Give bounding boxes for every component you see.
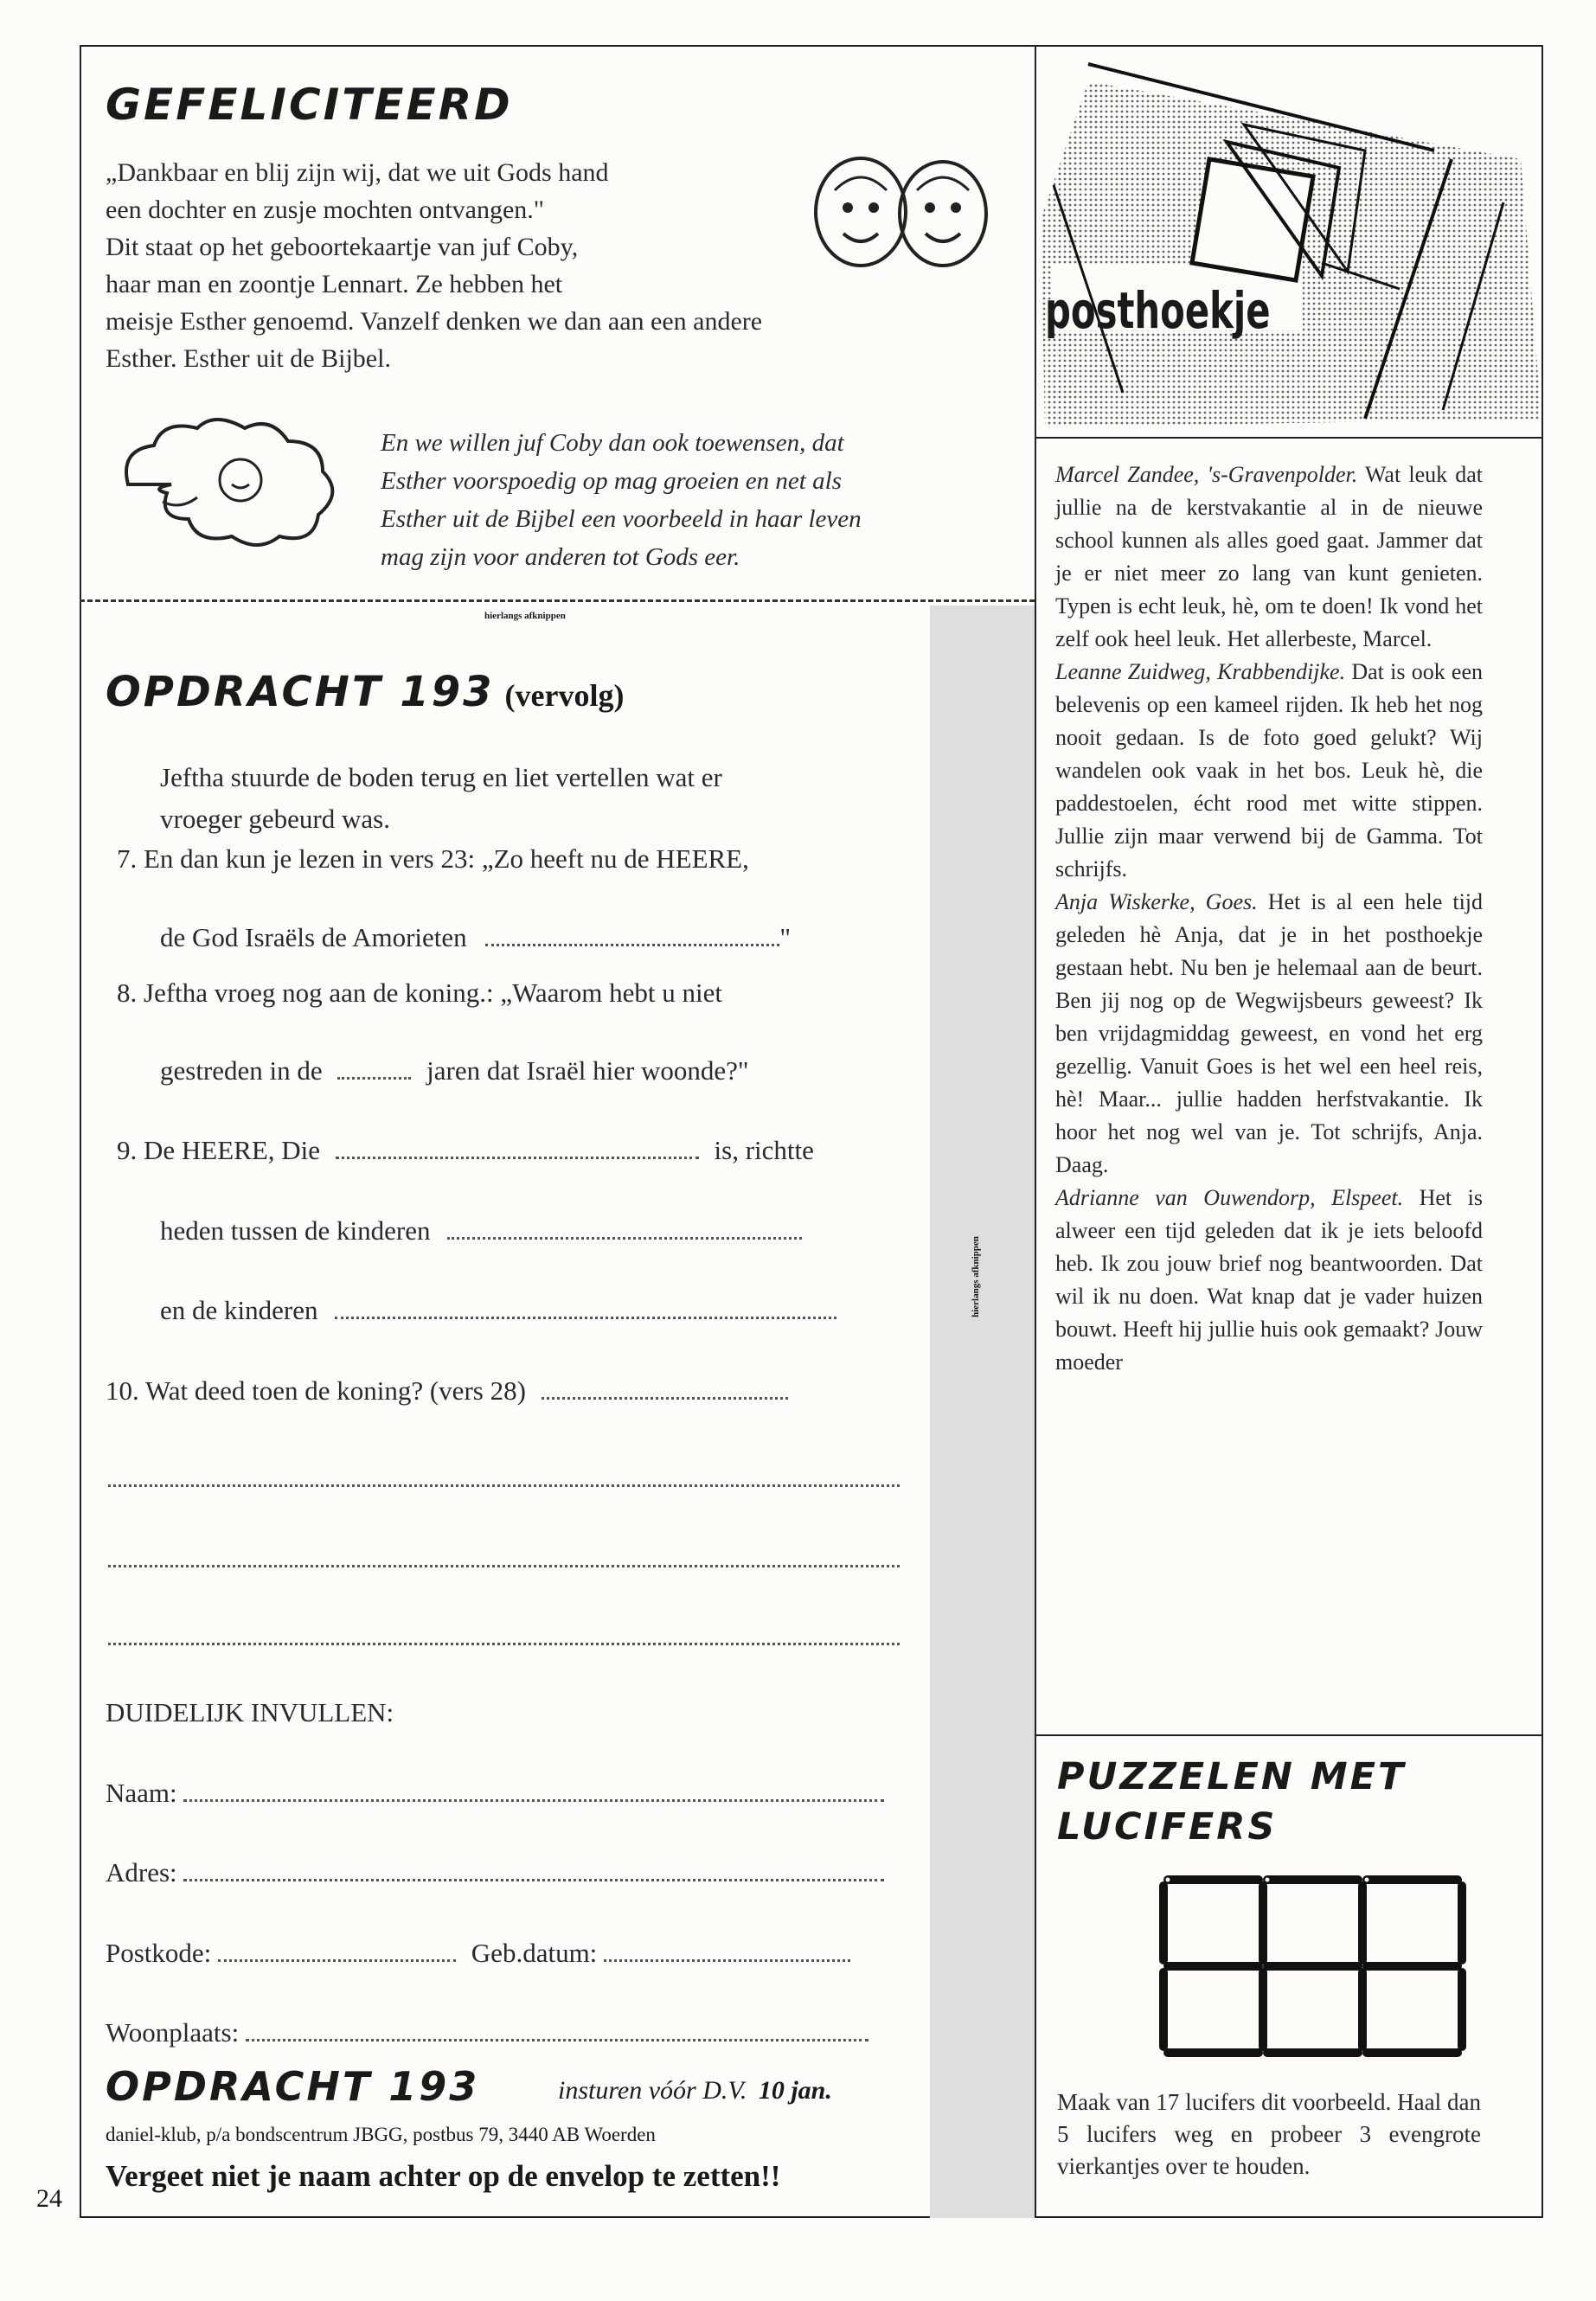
posthoekje-heading: posthoekje <box>1045 281 1271 340</box>
answer-line[interactable] <box>108 1484 900 1487</box>
question-9-line-2 <box>160 1215 802 1247</box>
puzzle-heading-line: LUCIFERS <box>1057 1805 1278 1849</box>
q8-text: gestreden in de <box>160 1055 323 1086</box>
q9-text-3: heden tussen de kinderen <box>160 1215 431 1246</box>
fill-in-label: DUIDELIJK INVULLEN: <box>106 1697 394 1727</box>
letter-text: Wat leuk dat jullie na de kerstvakantie al in de nieuwe school kunnen als alles goed gaat. Jammer dat je er niet meer zo lang van kunt genieten. Typen is echt leuk, hè, om te doen! Ik vond het zelf ook heel leuk. Het allerbeste, Marcel. <box>1055 462 1484 651</box>
letter-entry <box>1055 1182 1483 1379</box>
cut-label-vertical-text: hierlangs afknippen <box>971 1236 981 1317</box>
woonplaats-field[interactable] <box>106 2017 869 2048</box>
posthoekje-header-art <box>1036 47 1542 436</box>
q8-text-2: jaren dat Israël hier woonde?" <box>426 1055 749 1086</box>
wish-line: Esther uit de Bijbel een voorbeeld in haar leven <box>381 505 862 533</box>
question-10 <box>106 1375 788 1407</box>
text-line: „Dankbaar en blij zijn wij, dat we uit Gods hand <box>106 158 609 187</box>
opdracht-suffix: (vervolg) <box>504 678 625 713</box>
letter-text: Het is alweer een tijd geleden dat ik je iets beloofd heb. Ik zou jouw brief nog beantwoorden. Dat wil ik nu doen. Wat knap dat je vader huizen bouwt. Heeft hij jullie huis ook gemaakt? Jouw moeder <box>1055 1185 1483 1375</box>
q7-quote: " <box>779 922 792 952</box>
posthoekje-letters <box>1055 458 1483 1379</box>
question-9-line-1 <box>117 1135 814 1166</box>
cut-label: hierlangs afknippen <box>484 611 566 621</box>
adres-field[interactable] <box>106 1857 884 1888</box>
naam-label: Naam: <box>106 1778 177 1808</box>
footer-deadline: insturen vóór D.V. <box>558 2076 747 2105</box>
letter-name: Anja Wiskerke, Goes. <box>1055 889 1258 914</box>
gefeliciteerd-heading: GEFELICITEERD <box>106 80 513 130</box>
question-8-line-2 <box>160 1055 749 1086</box>
gray-strip <box>930 606 1035 2218</box>
answer-blank[interactable] <box>335 1316 836 1319</box>
page-number: 24 <box>36 2184 62 2213</box>
text-line: Esther. Esther uit de Bijbel. <box>106 344 391 373</box>
letter-name: Marcel Zandee, 's-Gravenpolder. <box>1055 462 1358 487</box>
puzzle-text: Maak van 17 lucifers dit voorbeeld. Haal dan 5 lucifers weg en probeer 3 evengrote vierkantjes over te houden. <box>1057 2089 1481 2179</box>
naam-blank[interactable] <box>183 1798 884 1802</box>
adres-label: Adres: <box>106 1857 177 1888</box>
q7-text: de God Israëls de Amorieten <box>160 922 467 952</box>
letter-entry <box>1055 656 1483 886</box>
opdracht-title: OPDRACHT 193 <box>106 668 495 716</box>
address: daniel-klub, p/a bondscentrum JBGG, postbus 79, 3440 AB Woerden <box>106 2124 656 2145</box>
footer-deadline-block <box>558 2076 832 2106</box>
q9-text-2: is, richtte <box>714 1135 814 1165</box>
question-8-line-1: 8. Jeftha vroeg nog aan de koning.: „Waarom hebt u niet <box>117 977 722 1008</box>
faces-illustration <box>800 143 999 281</box>
gebdatum-blank[interactable] <box>604 1958 850 1962</box>
intro-line: Jeftha stuurde de boden terug en liet vertellen wat er <box>160 762 722 792</box>
puzzle-heading <box>1057 1752 1406 1852</box>
answer-blank[interactable] <box>485 943 779 946</box>
answer-blank[interactable] <box>447 1236 802 1240</box>
q9-text: 9. De HEERE, Die <box>117 1135 321 1165</box>
wish-text <box>381 424 1012 576</box>
cut-line <box>80 599 1035 602</box>
text-line: haar man en zoontje Lennart. Ze hebben het <box>106 270 563 298</box>
opdracht-heading <box>106 668 624 716</box>
posthoekje-divider <box>1035 437 1543 439</box>
footer-date: 10 jan. <box>758 2076 832 2105</box>
matchstick-puzzle <box>1155 1867 1475 2066</box>
wish-line: mag zijn voor anderen tot Gods eer. <box>381 543 740 571</box>
woonplaats-blank[interactable] <box>246 2038 869 2041</box>
footer-title: OPDRACHT 193 <box>106 2063 480 2110</box>
question-9-line-3 <box>160 1295 836 1326</box>
answer-line[interactable] <box>108 1564 900 1567</box>
adres-blank[interactable] <box>183 1878 884 1881</box>
woonplaats-label: Woonplaats: <box>106 2017 240 2048</box>
letter-text: Het is al een hele tijd geleden hè Anja, dat je in het posthoekje gestaan hebt. Nu ben je helemaal aan de beurt. Ben jij nog op de Wegwijsbeurs geweest? Ik ben vrijdagmiddag geweest, en vond het erg gezellig. Vanuit Goes is het wel een heel reis, hè! Maar... jullie hadden herfstvakantie. Ik hoor het nog wel van je. Tot schrijfs, Anja. Daag. <box>1055 889 1484 1177</box>
letter-name: Leanne Zuidweg, Krabbendijke. <box>1055 659 1346 684</box>
letter-text: Dat is ook een belevenis op een kameel rijden. Ik heb het nog nooit gedaan. Is de foto goed gelukt? Wij wandelen ook vaak in het bos. Leuk hè, die paddestoelen, écht rood met witte stippen. Jullie zijn maar verwend bij de Gamma. Tot schrijfs. <box>1055 659 1484 881</box>
intro-line: vroeger gebeurd was. <box>160 804 390 834</box>
text-line: een dochter en zusje mochten ontvangen." <box>106 195 545 224</box>
q9-text-4: en de kinderen <box>160 1295 318 1325</box>
answer-line[interactable] <box>108 1642 900 1645</box>
puzzle-heading-line: PUZZELEN MET <box>1057 1755 1407 1798</box>
answer-blank[interactable] <box>542 1396 788 1400</box>
letter-name: Adrianne van Ouwendorp, Elspeet. <box>1055 1185 1404 1210</box>
baby-illustration <box>111 415 353 562</box>
answer-blank[interactable] <box>337 1076 411 1080</box>
question-7-line-2 <box>160 922 791 953</box>
answer-blank[interactable] <box>336 1156 699 1159</box>
question-7-line-1: 7. En dan kun je lezen in vers 23: „Zo heeft nu de HEERE, <box>117 843 749 874</box>
letter-entry <box>1055 886 1483 1182</box>
reminder: Vergeet niet je naam achter op de envelop te zetten!! <box>106 2159 781 2193</box>
postkode-label: Postkode: <box>106 1938 212 1968</box>
postkode-field[interactable] <box>106 1938 850 1969</box>
gebdatum-label: Geb.datum: <box>471 1938 598 1968</box>
text-line: meisje Esther genoemd. Vanzelf denken we dan aan een andere <box>106 307 763 336</box>
letter-entry <box>1055 458 1483 656</box>
opdracht-intro <box>160 757 722 840</box>
puzzle-divider <box>1035 1734 1543 1736</box>
wish-line: Esther voorspoedig op mag groeien en net als <box>381 467 842 495</box>
cut-label-vertical <box>941 1211 1010 1349</box>
naam-field[interactable] <box>106 1778 884 1809</box>
text-line: Dit staat op het geboortekaartje van juf Coby, <box>106 233 579 261</box>
postkode-blank[interactable] <box>218 1958 456 1962</box>
q10-text: 10. Wat deed toen de koning? (vers 28) <box>106 1375 526 1406</box>
wish-line: En we willen juf Coby dan ook toewensen, dat <box>381 429 844 457</box>
